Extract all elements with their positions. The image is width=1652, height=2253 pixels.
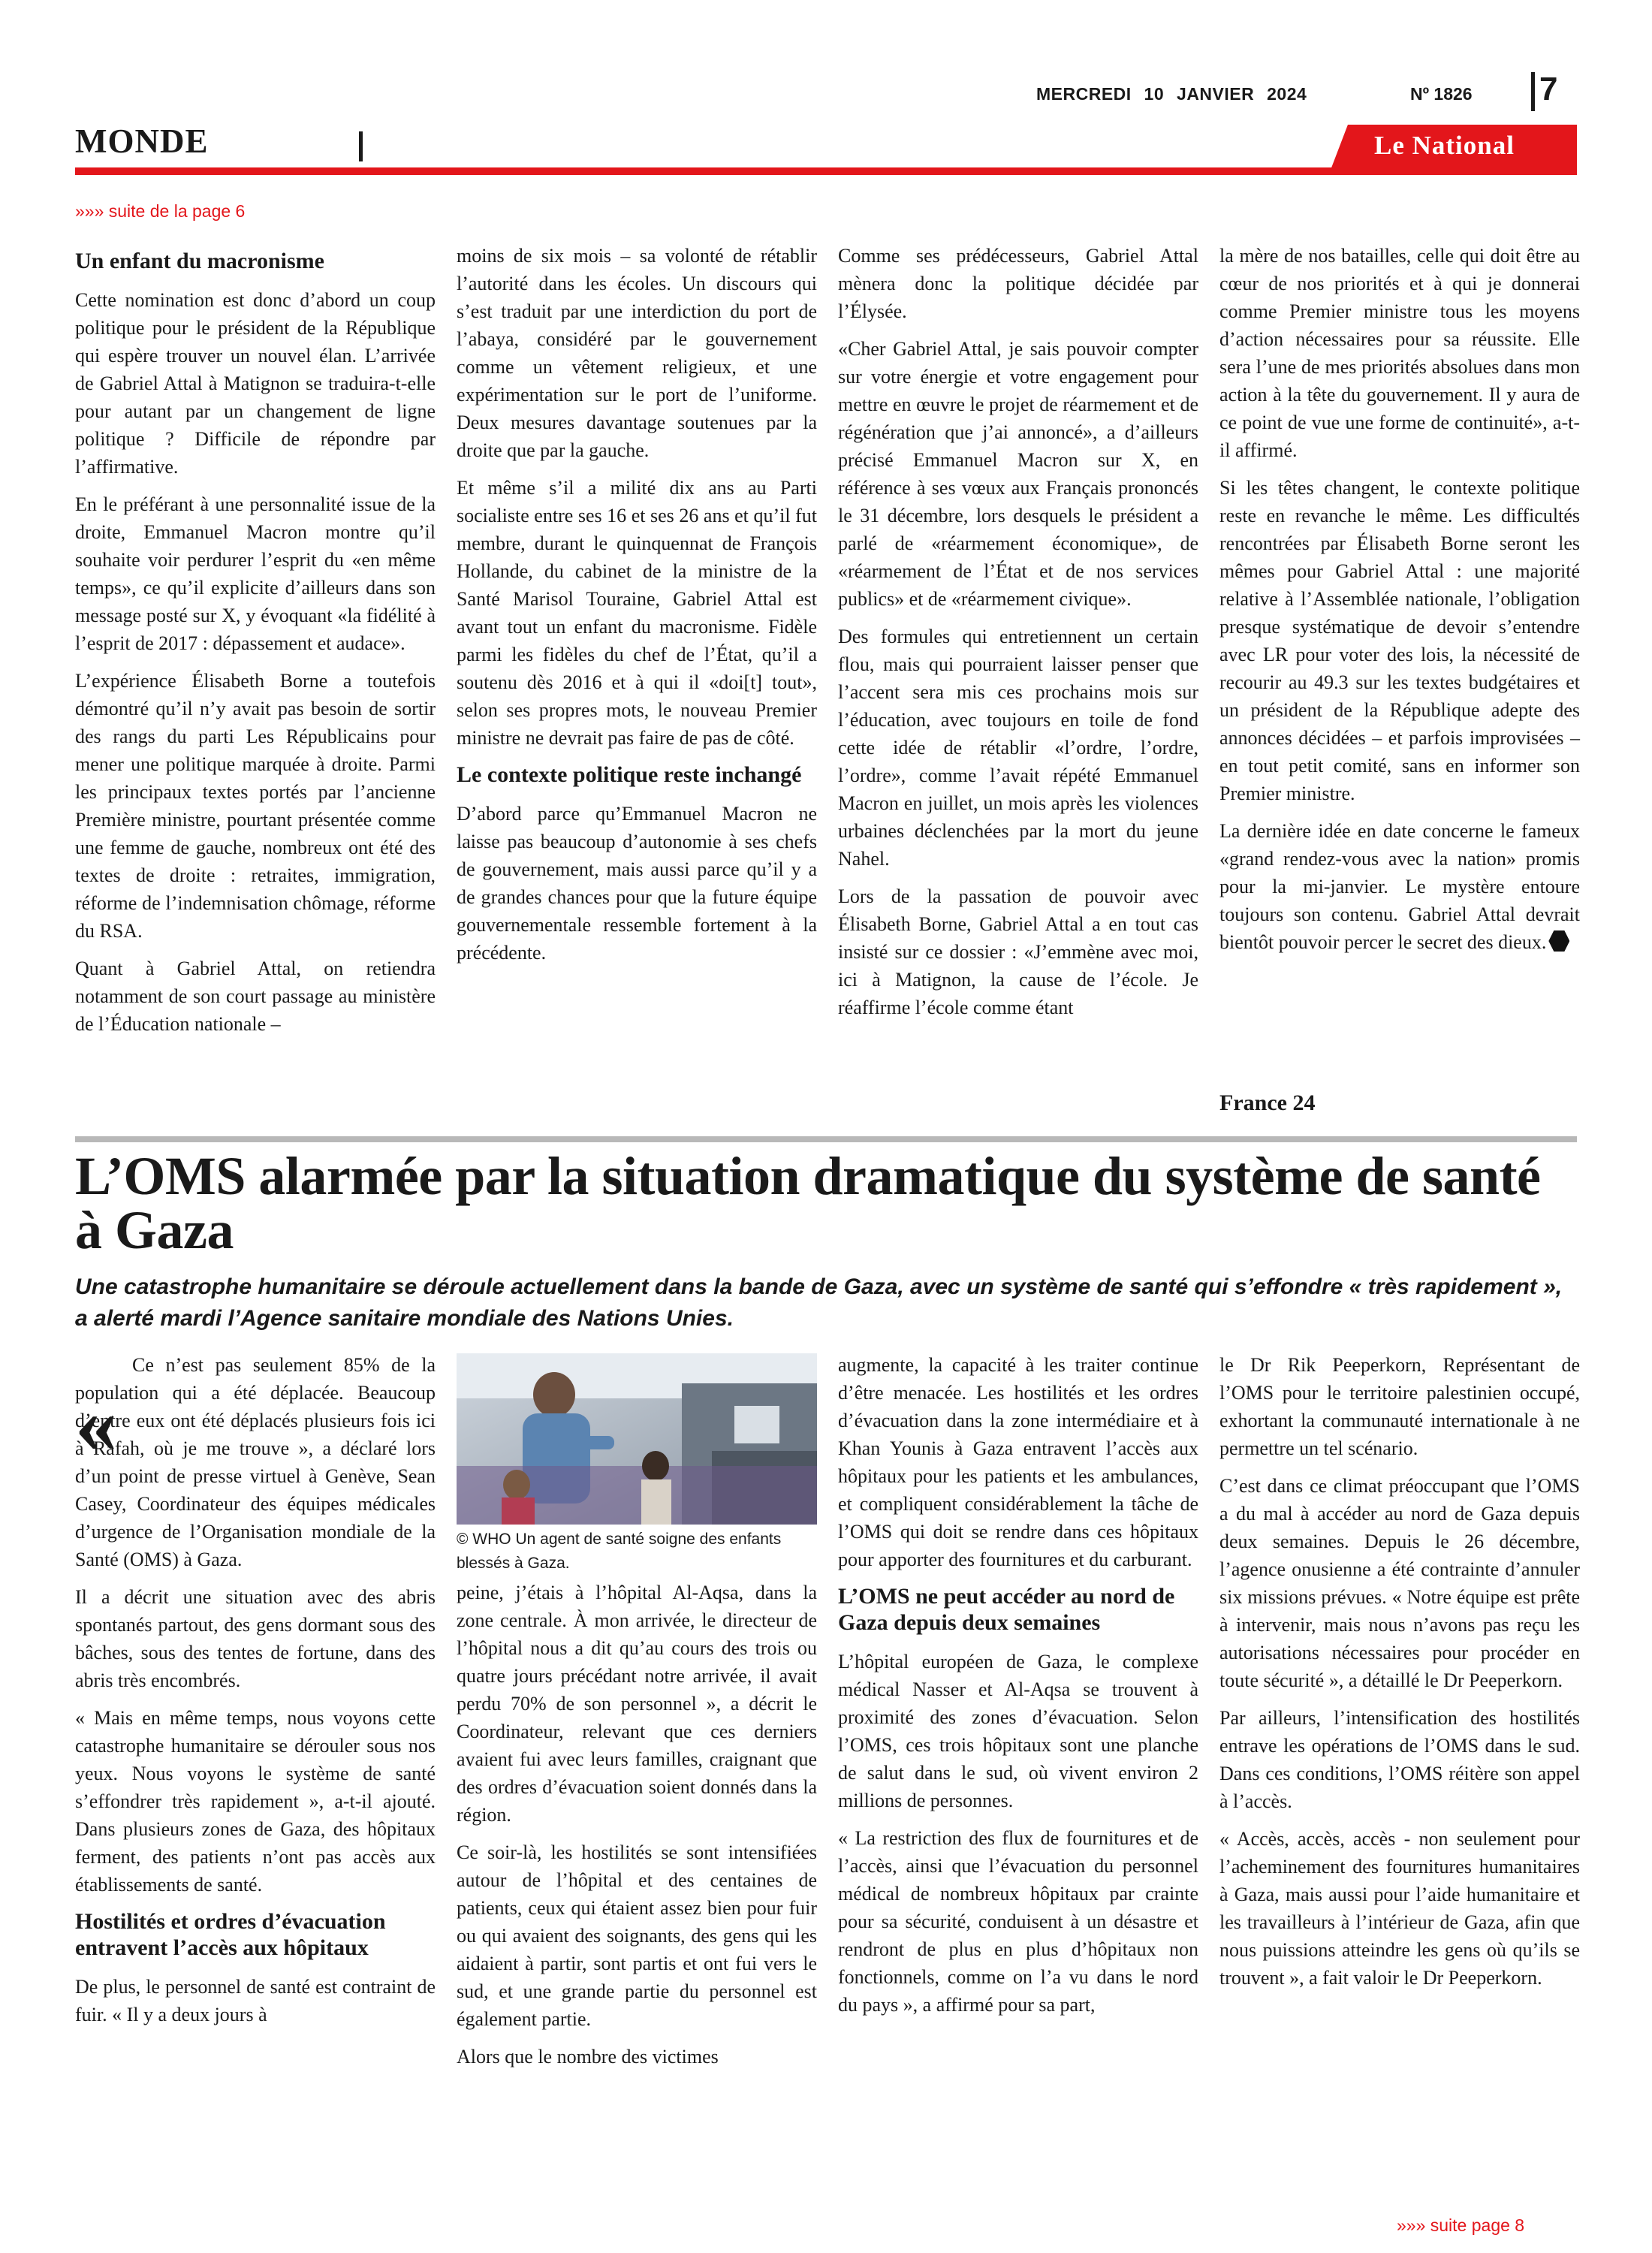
paragraph: D’abord parce qu’Emmanuel Macron ne laisse pas beaucoup d’autonomie à ses chefs de gouvernement, mais aussi parce qu’il y a de grandes chances pour que la future équipe gouvernementale ressemble fortement à la précédente. [457,803,817,964]
news-photo [457,1353,817,1525]
article-separator [75,1136,1577,1142]
paragraph-final [1219,817,1580,956]
page-number-divider [1531,72,1535,111]
paragraph: Par ailleurs, l’intensification des hostilités entrave les opérations de l’OMS dans le sud. Dans ces conditions, l’OMS réitère son appel à l’accès. [1219,1707,1580,1812]
photo-illustration [457,1353,817,1525]
paragraph: Ce n’est pas seulement 85% de la population qui a été déplacée. Beaucoup d’entre eux ont été déplacés plusieurs fois ici à Rafah, où je me trouve », a déclaré lors d’un point de presse virtuel à Genève, Sean Casey, Coordinateur des équipes médicales d’urgence de l’Organisation mondiale de la Santé (OMS) à Gaza. [75,1354,436,1570]
paragraph: L’expérience Élisabeth Borne a toutefois démontré qu’il n’y avait pas besoin de sortir des rangs du parti Les Républicains pour mener une politique marquée à droite. Parmi les principaux textes portés par l’ancienne Première ministre, pourtant présentée comme une femme de gauche, nombreux ont été des textes de droite : retraites, immigration, réforme de l’indemnisation chômage, réforme du RSA. [75,670,436,942]
article1-column-3 [838,242,1198,1031]
paragraph: la mère de nos batailles, celle qui doit être au cœur de nos priorités et à qui je donnerai comme Premier ministre tous les moyens d’action nécessaires pour sa réussite. Elle sera l’une de mes priorités absolues dans mon action à la tête du gouvernement. Il y aura de ce point de vue une forme de continuité», a-t-il affirmé. [1219,245,1580,461]
end-of-article-icon [1548,930,1569,952]
subheading: Hostilités et ordres d’évacuation entravent l’accès aux hôpitaux [75,1909,386,1960]
paragraph: En le préférant à une personnalité issue de la droite, Emmanuel Macron montre qu’il souhaite voir perdurer l’esprit du «en même temps», ce qu’il explicite d’ailleurs dans son message posté sur X, y évoquant «la fidélité à l’esprit de 2017 : dépassement et audace». [75,493,436,654]
subheading: L’OMS ne peut accéder au nord de Gaza depuis deux semaines [838,1584,1175,1635]
paragraph: «Cher Gabriel Attal, je sais pouvoir compter sur votre énergie et votre engagement pour mettre en œuvre le projet de réarmement et de régénération que j’ai annoncé», a d’ailleurs précisé Emmanuel Macron sur X, en référence à ses vœux aux Français prononcés le 31 décembre, lors desquels le président a parlé de «réarmement économique», de «réarmement de l’État et de nos services publics» et de «réarmement civique». [838,338,1198,610]
paragraph: peine, j’étais à l’hôpital Al-Aqsa, dans la zone centrale. À mon arrivée, le directeur de l’hôpital nous a dit qu’au cours des trois ou quatre jours précédant notre arrivée, il avait perdu 70% de son personnel », a décrit le Coordinateur, relevant que ces derniers avaient fui avec leurs familles, craignant que des ordres d’évacuation soient donnés dans la région. [457,1582,817,1826]
paragraph: « La restriction des flux de fournitures et de l’accès, ainsi que l’évacuation du personnel médical de nombreux hôpitaux par crainte pour sa sécurité, conduisent à un désastre et rendront de plus en plus d’hôpitaux non fonctionnels, comme on l’a vu dans le nord du pays », a affirmé pour sa part, [838,1827,1198,2016]
paragraph: Des formules qui entretiennent un certain flou, mais qui pourraient laisser penser que l’accent sera mis ces prochains mois sur l’éducation, avec toujours en toile de fond cette idée de rétablir «l’ordre, l’ordre, l’ordre», comme l’avait répété Emmanuel Macron en juillet, un mois après les violences urbaines déclenchées par la mort du jeune Nahel. [838,626,1198,870]
article2-column-3 [838,1351,1198,2028]
paragraph: De plus, le personnel de santé est contraint de fuir. « Il y a deux jours à [75,1976,436,2025]
paragraph: L’hôpital européen de Gaza, le complexe médical Nasser et Al-Aqsa se trouvent à proximité des zones d’évacuation. Selon l’OMS, ces trois hôpitaux sont une planche de salut dans le sud, où vivent environ 2 millions de personnes. [838,1651,1198,1811]
article1-column-4 [1219,242,1580,966]
page-number: 7 [1539,71,1558,107]
article-source: France 24 [1219,1090,1316,1115]
drop-quote-mark: « [75,1377,117,1470]
subheading: Le contexte politique reste inchangé [457,762,802,787]
paragraph: Quant à Gabriel Attal, on retiendra notamment de son court passage au ministère de l’Éducation nationale – [75,958,436,1035]
paragraph: Il a décrit une situation avec des abris spontanés partout, des gens dormant sous des bâches, sous des tentes de fortune, dans des abris très encombrés. [75,1586,436,1691]
paragraph: Ce soir-là, les hostilités se sont intensifiées autour de l’hôpital et des centaines de patients, ceux qui étaient assez bien pour fuir ou qui avaient des soignants, des gens qui les aidaient à partir, sont partis et ont fui vers le sud, et une grande partie du personnel est également partie. [457,1841,817,2030]
article2-column-4 [1219,1351,1580,2001]
paragraph: Alors que le nombre des victimes [457,2046,719,2068]
article2-column-2 [457,1579,817,2080]
article1-column-2 [457,242,817,976]
section-title: MONDE [75,122,209,160]
paragraph: C’est dans ce climat préoccupant que l’OMS a du mal à accéder au nord de Gaza depuis deux semaines. Depuis le 26 décembre, l’agence onusienne a été contrainte d’annuler six missions prévues. « Notre équipe est prête à intervenir, mais nous n’avons pas reçu les autorisations nécessaires pour procéder en toute sécurité », a détaillé le Dr Peeperkorn. [1219,1475,1580,1691]
paragraph: Si les têtes changent, le contexte politique reste en revanche le même. Les difficultés rencontrées par Élisabeth Borne seront les mêmes pour Gabriel Attal : une majorité relative à l’Assemblée nationale, l’obligation presque systématique de devoir s’entendre avec LR pour voter des lois, la nécessité de recourir au 49.3 sur les textes budgétaires et un président de la République adepte des annonces décidées – et parfois improvisées – en tout petit comité, sans en informer son Premier ministre. [1219,477,1580,804]
paragraph: Et même s’il a milité dix ans au Parti socialiste entre ses 16 et ses 26 ans et qu’il fut membre, durant le quinquennat de François Hollande, du cabinet de la ministre de la Santé Marisol Touraine, Gabriel Attal est avant tout un enfant du macronisme. Fidèle parmi les fidèles du chef de l’État, qu’il a soutenu dès 2016 et à qui il «doi[t] tout», selon ses propres mots, le nouveau Premier ministre ne devrait pas faire de pas de côté. [457,477,817,749]
brand-name: Le National [1374,131,1515,160]
paragraph: moins de six mois – sa volonté de rétablir l’autorité dans les écoles. Un discours qui s’est traduit par une interdiction du port de l’abaya, considéré par le gouvernement comme un vêtement religieux, et une expérimentation sur le port de l’uniforme. Deux mesures davantage soutenues par la droite que par la gauche. [457,245,817,461]
article-lead: Une catastrophe humanitaire se déroule actuellement dans la bande de Gaza, avec un système de santé qui s’effondre « très rapidement », a alerté mardi l’Agence sanitaire mondiale des Nations Unies. [75,1274,1563,1331]
paragraph: le Dr Rik Peeperkorn, Représentant de l’OMS pour le territoire palestinien occupé, exhortant la communauté internationale à ne permettre un tel scénario. [1219,1354,1580,1459]
paragraph: Comme ses prédécesseurs, Gabriel Attal mènera donc la politique décidée par l’Élysée. [838,245,1198,322]
paragraph-text: La dernière idée en date concerne le fameux «grand rendez-vous avec la nation» promis pour la mi-janvier. Le mystère entoure toujours son contenu. Gabriel Attal devrait bientôt pouvoir percer le secret des dieux. [1219,820,1580,953]
article2-column-1 [75,1351,436,2038]
paragraph: augmente, la capacité à les traiter continue d’être menacée. Les hostilités et les ordres d’évacuation dans la zone intermédiaire et à Khan Younis à Gaza entravent l’accès aux hôpitaux pour les patients et les ambulances, et compliquent considérablement la tâche de l’OMS qui doit se rendre dans ces hôpitaux pour apporter des fournitures et du carburant. [838,1354,1198,1570]
issue-number: Nº 1826 [1410,84,1473,104]
paragraph: « Mais en même temps, nous voyons cette catastrophe humanitaire se dérouler sous nos yeux. Nous voyons le système de santé s’effondrer très rapidement », a-t-il ajouté. Dans plusieurs zones de Gaza, des hôpitaux ferment, des patients n’ont pas accès aux établissements de santé. [75,1707,436,1896]
section-divider [359,131,363,161]
continued-on-link[interactable]: »»» suite page 8 [1397,2215,1525,2235]
article-headline: L’OMS alarmée par la situation dramatique du système de santé à Gaza [75,1146,1541,1260]
photo-caption: © WHO Un agent de santé soigne des enfants blessés à Gaza. [457,1531,782,1572]
continued-from-link[interactable]: »»» suite de la page 6 [75,201,246,221]
subheading: Un enfant du macronisme [75,249,324,273]
paragraph: « Accès, accès, accès - non seulement pour l’acheminement des fournitures humanitaires à Gaza, mais aussi pour l’aide humanitaire et les travailleurs à l’intérieur de Gaza, afin que nous puissions atteindre les gens où qu’ils se trouvent », a fait valoir le Dr Peeperkorn. [1219,1828,1580,1989]
paragraph: Cette nomination est donc d’abord un coup politique pour le président de la République qui espère trouver un nouvel élan. L’arrivée de Gabriel Attal à Matignon se traduira-t-elle pour autant par un changement de ligne politique ? Difficile de répondre par l’affirmative. [75,289,436,478]
article1-column-1 [75,242,436,1048]
issue-date: MERCREDI 10 JANVIER 2024 [1036,84,1307,104]
paragraph: Lors de la passation de pouvoir avec Élisabeth Borne, Gabriel Attal a en tout cas insisté sur ce dossier : «J’emmène avec moi, ici à Matignon, la cause de l’école. Je réaffirme l’école comme étant [838,885,1198,1018]
